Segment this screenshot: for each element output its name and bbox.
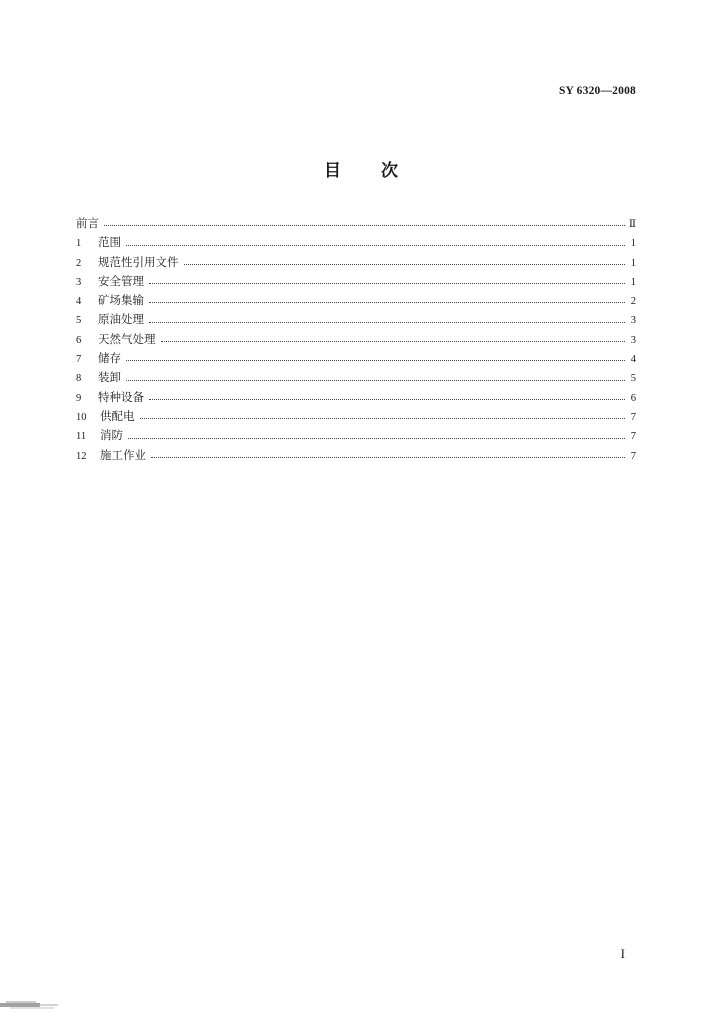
toc-entry-page: 7	[630, 411, 636, 423]
table-of-contents	[76, 214, 636, 465]
dot-leader	[104, 224, 625, 226]
toc-entry-page: 5	[630, 373, 636, 385]
toc-entry-label: 天然气处理	[98, 331, 156, 346]
toc-entry-page: 7	[630, 450, 636, 462]
toc-entry-label: 装卸	[98, 370, 121, 385]
toc-entry-page: 2	[630, 296, 636, 308]
toc-entry-number: 9	[76, 392, 82, 404]
dot-leader	[184, 263, 626, 265]
dot-leader	[151, 456, 625, 458]
toc-entry-label: 规范性引用文件	[98, 254, 179, 269]
toc-entry[interactable]	[76, 253, 636, 272]
toc-entry-label: 施工作业	[100, 447, 146, 462]
page-number: I	[620, 946, 625, 961]
title-char-1: 目	[324, 161, 341, 181]
toc-entry[interactable]	[76, 272, 636, 291]
dot-leader	[161, 340, 626, 342]
toc-entry-page: 3	[630, 315, 636, 327]
toc-entry-label: 特种设备	[98, 389, 144, 404]
toc-entry[interactable]	[76, 233, 636, 252]
dot-leader	[126, 379, 625, 381]
dot-leader	[140, 417, 626, 419]
scan-artifact	[0, 998, 66, 1012]
toc-entry-page: Ⅱ	[628, 219, 636, 230]
toc-entry-page: 1	[630, 238, 636, 250]
toc-entry[interactable]	[76, 407, 636, 426]
dot-leader	[128, 437, 625, 439]
toc-entry-number: 6	[76, 334, 82, 346]
toc-entry-label: 消防	[100, 428, 123, 443]
dot-leader	[126, 244, 625, 246]
toc-entry-label: 原油处理	[98, 312, 144, 327]
dot-leader	[149, 398, 625, 400]
dot-leader	[149, 301, 625, 303]
toc-entry-foreword[interactable]	[76, 214, 636, 233]
toc-entry[interactable]	[76, 349, 636, 368]
toc-entry[interactable]	[76, 388, 636, 407]
toc-entry[interactable]	[76, 368, 636, 387]
toc-entry[interactable]	[76, 330, 636, 349]
toc-entry-number: 5	[76, 315, 82, 327]
toc-entry-page: 7	[630, 431, 636, 443]
toc-entry-page: 1	[630, 276, 636, 288]
title-char-2: 次	[381, 161, 398, 181]
document-code: SY 6320—2008	[558, 85, 636, 97]
toc-entry-page: 3	[630, 334, 636, 346]
toc-entry-page: 1	[630, 257, 636, 269]
toc-entry-label: 安全管理	[98, 273, 144, 288]
dot-leader	[149, 282, 625, 284]
toc-entry-label: 矿场集输	[98, 293, 144, 308]
toc-entry[interactable]	[76, 446, 636, 465]
toc-entry-label: 前言	[76, 216, 99, 230]
toc-entry[interactable]	[76, 310, 636, 329]
toc-entry-number: 10	[76, 411, 87, 423]
toc-entry[interactable]	[76, 291, 636, 310]
dot-leader	[126, 359, 625, 361]
toc-entry-number: 8	[76, 373, 82, 385]
toc-entry-number: 3	[76, 276, 82, 288]
toc-entry-number: 2	[76, 257, 82, 269]
toc-entry-label: 储存	[98, 351, 121, 366]
toc-entry-number: 4	[76, 296, 82, 308]
toc-entry-number: 7	[76, 354, 82, 366]
dot-leader	[149, 321, 625, 323]
toc-entry-page: 6	[630, 392, 636, 404]
toc-entry[interactable]	[76, 426, 636, 445]
page-title	[0, 156, 722, 181]
toc-entry-label: 范围	[98, 235, 121, 250]
toc-entry-number: 12	[76, 450, 87, 462]
toc-entry-number: 1	[76, 238, 82, 250]
toc-entry-page: 4	[630, 354, 636, 366]
toc-entry-label: 供配电	[100, 408, 135, 423]
toc-entry-number: 11	[76, 431, 87, 443]
